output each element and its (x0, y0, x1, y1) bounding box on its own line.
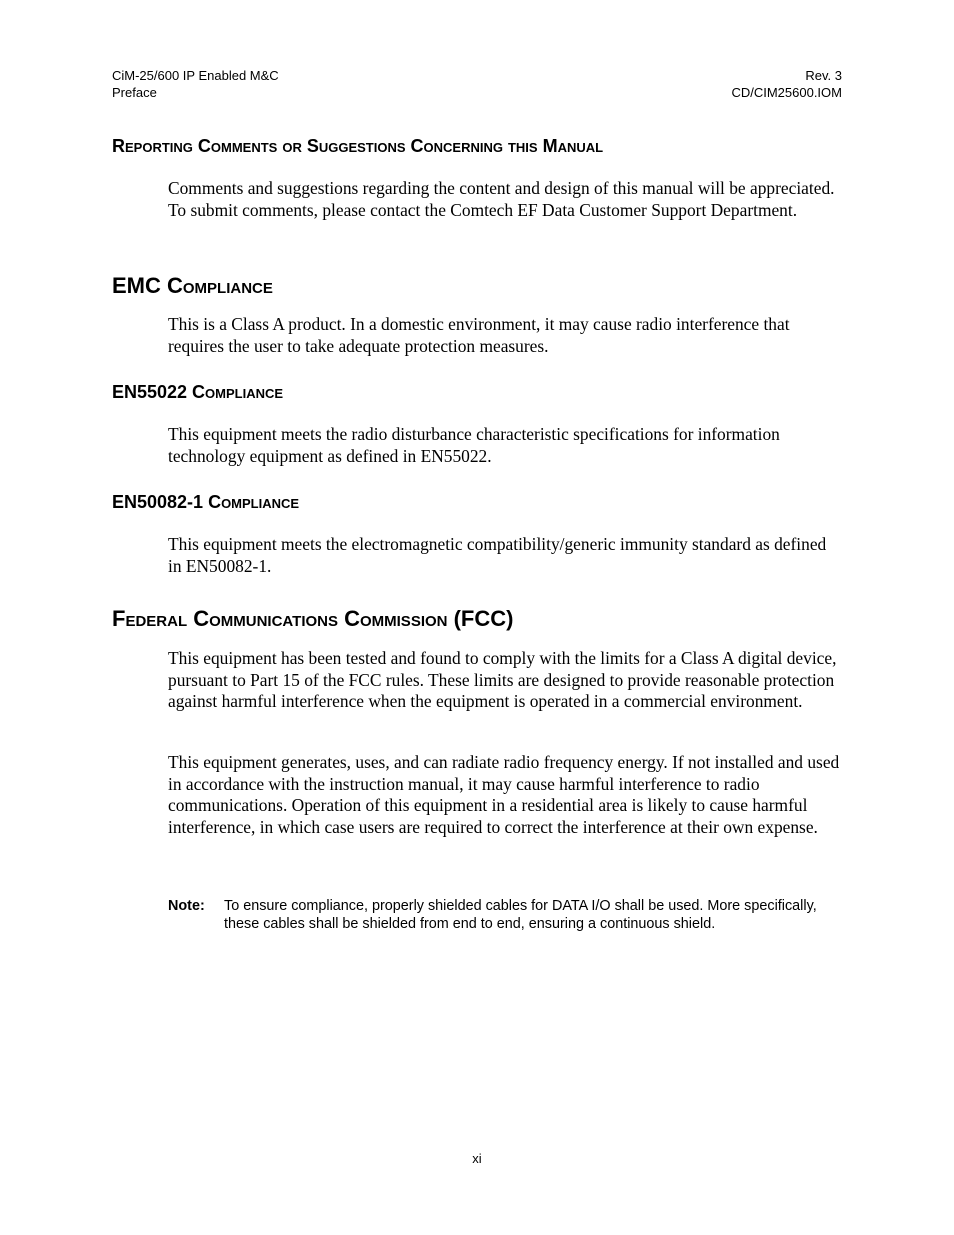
en50082-body: This equipment meets the electromagnetic compatibility/generic immunity standard as defined in EN50082-1. (168, 534, 827, 576)
emc-heading: EMC Compliance (112, 273, 273, 298)
note-text: To ensure compliance, properly shielded cables for DATA I/O shall be used. More specifically, these cables shall be shielded from end to end, ensuring a continuous shield. (224, 898, 817, 932)
page-number: xi (472, 1151, 482, 1166)
chapter-name: Preface (112, 85, 157, 100)
note (168, 897, 848, 933)
en55022-heading: EN55022 Compliance (112, 382, 284, 402)
note-label: Note: (168, 898, 205, 914)
reporting-heading: Reporting Comments or Suggestions Concerning this Manual (112, 136, 604, 156)
fcc-body-1: This equipment has been tested and found to comply with the limits for a Class A digital device, pursuant to Part 15 of the FCC rules. These limits are designed to provide reasonable protection against harmful interference when the equipment is operated in a commercial environment. (168, 648, 837, 712)
document-title: CiM-25/600 IP Enabled M&C (112, 68, 279, 83)
header-left (112, 67, 279, 101)
fcc-heading: Federal Communications Commission (FCC) (112, 606, 514, 631)
document-code: CD/CIM25600.IOM (731, 85, 842, 100)
en55022-body: This equipment meets the radio disturbance characteristic specifications for information technology equipment as defined in EN55022. (168, 424, 780, 466)
revision: Rev. 3 (805, 68, 842, 83)
reporting-body: Comments and suggestions regarding the content and design of this manual will be appreciated. To submit comments, please contact the Comtech EF Data Customer Support Department. (168, 178, 835, 220)
en50082-heading: EN50082-1 Compliance (112, 492, 300, 512)
emc-body: This is a Class A product. In a domestic environment, it may cause radio interference that requires the user to take adequate protection measures. (168, 314, 790, 356)
header-right (731, 67, 842, 101)
fcc-body-2: This equipment generates, uses, and can radiate radio frequency energy. If not installed and used in accordance with the instruction manual, it may cause harmful interference to radio communications. Operation of this equipment in a residential area is likely to cause harmful interference, in which case users are required to correct the interference at their own expense. (168, 752, 840, 837)
